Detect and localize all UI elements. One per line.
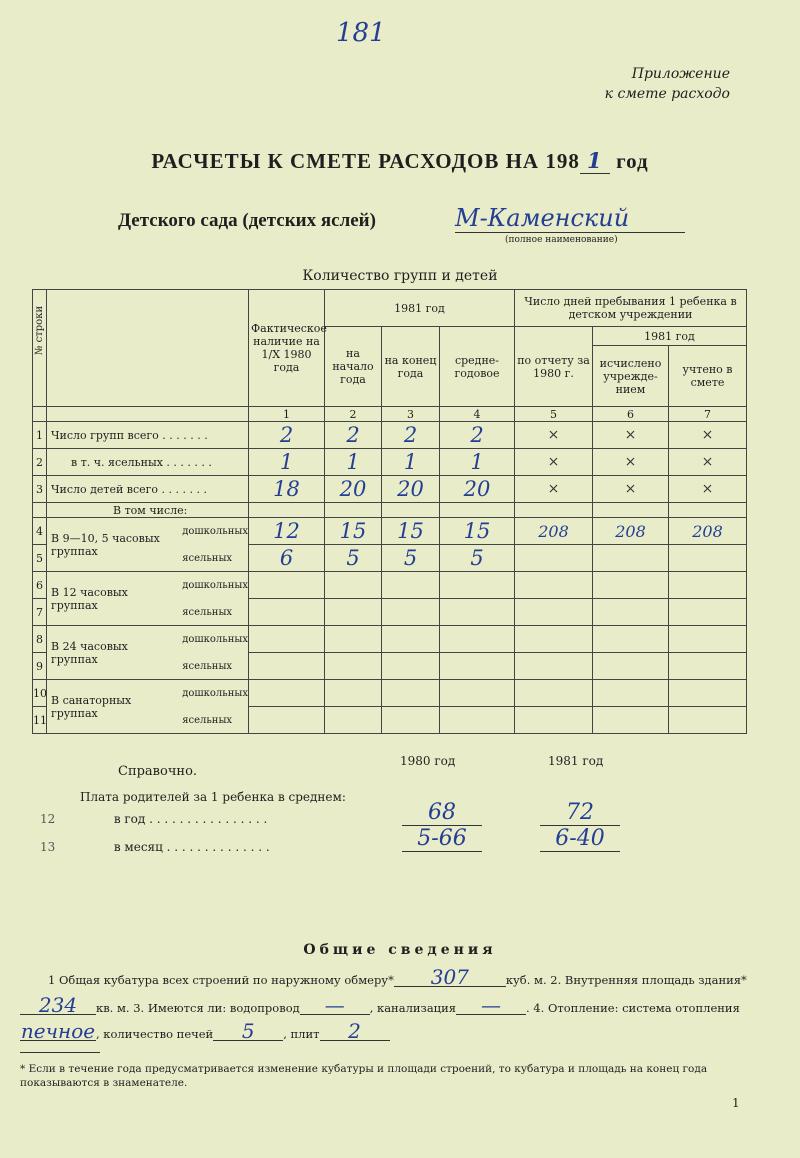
reference-label: Справочно. [118, 764, 198, 779]
group-name: В 9—10, 5 часовых группах [51, 531, 160, 558]
header-col2: на начало года [325, 327, 382, 407]
general-line-1: 1 Общая кубатура всех строений по наружному обмеру* 307 куб. м. 2. Внутренняя площадь здания* [48, 965, 747, 989]
general-line-2: 234 кв. м. 3. Имеются ли: водопровод — , канализация — . 4. Отопление: система отопления [20, 996, 740, 1015]
header-blank [47, 290, 249, 407]
colnum: 4 [440, 407, 515, 422]
table-row: 8 В 24 часовых группах дошкольных ясельных [33, 626, 747, 653]
table-row: 4 В 9—10, 5 часовых группах дошкольных ясельных 12 15 15 15 208 208 208 [33, 518, 747, 545]
reference-year1: 1980 год [400, 754, 456, 768]
fee-per-month-1981: 6-40 [540, 826, 620, 852]
colnum: 3 [382, 407, 440, 422]
sewerage: — [456, 996, 526, 1015]
document-title [0, 148, 800, 174]
handwritten-page-number: 181 [336, 18, 386, 48]
institution-name-note: (полное наименование) [505, 235, 618, 245]
header-year-sub: 1981 год [593, 327, 747, 346]
fee-per-month-1980: 5-66 [402, 826, 482, 852]
groups-table [32, 289, 747, 734]
header-col3: на конец года [382, 327, 440, 407]
page-number: 1 [732, 1096, 740, 1110]
appendix-line1: Приложение [631, 66, 730, 82]
colnum: 1 [249, 407, 325, 422]
reference-year2: 1981 год [548, 754, 604, 768]
header-days-group: Число дней пребывания 1 ребенка в детском учреждении [515, 290, 747, 327]
heating-system: печное [20, 1019, 96, 1043]
reference-row: 12 в год . . . . . . . . . . . . . . . . [40, 812, 268, 826]
group-name: В 24 часовых группах [51, 639, 128, 666]
colnum: 2 [325, 407, 382, 422]
table-row: 1 Число групп всего . . . . . . . 2 2 2 2 × × × [33, 422, 747, 449]
header-col4: средне-годовое [440, 327, 515, 407]
table-row-in-number: В том числе: [33, 503, 747, 518]
header-year-group: 1981 год [325, 290, 515, 327]
appendix-line2: к смете расходо [604, 86, 730, 102]
table-row: 6 В 12 часовых группах дошкольных ясельных [33, 572, 747, 599]
fee-per-year-1981: 72 [540, 800, 620, 826]
appendix-note [605, 64, 730, 104]
institution-name: М-Каменский [455, 204, 685, 233]
table-caption: Количество групп и детей [302, 268, 498, 284]
plate-count: 2 [320, 1022, 390, 1041]
title-year-digit: 1 [580, 148, 610, 174]
header-col5: по отчету за 1980 г. [515, 327, 593, 407]
internal-area: 234 [20, 996, 96, 1015]
fee-per-year-1980: 68 [402, 800, 482, 826]
title-suffix: год [616, 149, 649, 173]
group-name: В 12 часовых группах [51, 585, 128, 612]
table-row: 2 в т. ч. ясельных . . . . . . . 1 1 1 1 × × × [33, 449, 747, 476]
stove-count: 5 [213, 1022, 283, 1041]
reference-description: Плата родителей за 1 ребенка в среднем: [80, 790, 346, 804]
reference-row: 13 в месяц . . . . . . . . . . . . . . [40, 840, 270, 854]
table-row: 10 В санаторных группах дошкольных ясельных [33, 680, 747, 707]
table-row: 5 6 5 5 5 [33, 545, 747, 572]
subtitle: Детского сада (детских яслей) [118, 210, 376, 231]
header-col6: исчислено учрежде-нием [593, 346, 669, 407]
building-volume: 307 [394, 968, 506, 987]
colnum: 6 [593, 407, 669, 422]
header-rownum: № строки [33, 290, 47, 407]
title-text: РАСЧЕТЫ К СМЕТЕ РАСХОДОВ НА 198 [151, 149, 580, 173]
footnote: * Если в течение года предусматривается изменение кубатуры и площади строений, то кубатура и площадь на конец года показываются в знаменателе. [20, 1063, 708, 1089]
header-col7: учтено в смете [669, 346, 747, 407]
general-line-3: печное, количество печей 5 , плит 2 [20, 1022, 390, 1041]
table-row: 7 [33, 599, 747, 626]
colnum: 7 [669, 407, 747, 422]
header-col1: Фактическое наличие на 1/X 1980 года [249, 290, 325, 407]
general-info-title: Общие сведения [303, 942, 497, 958]
table-row: 9 [33, 653, 747, 680]
colnum: 5 [515, 407, 593, 422]
group-name: В санаторных группах [51, 693, 132, 720]
footnote-divider [20, 1052, 100, 1053]
table-row: 11 [33, 707, 747, 734]
water-supply: — [300, 996, 370, 1015]
table-row: 3 Число детей всего . . . . . . . 18 20 20 20 × × × [33, 476, 747, 503]
